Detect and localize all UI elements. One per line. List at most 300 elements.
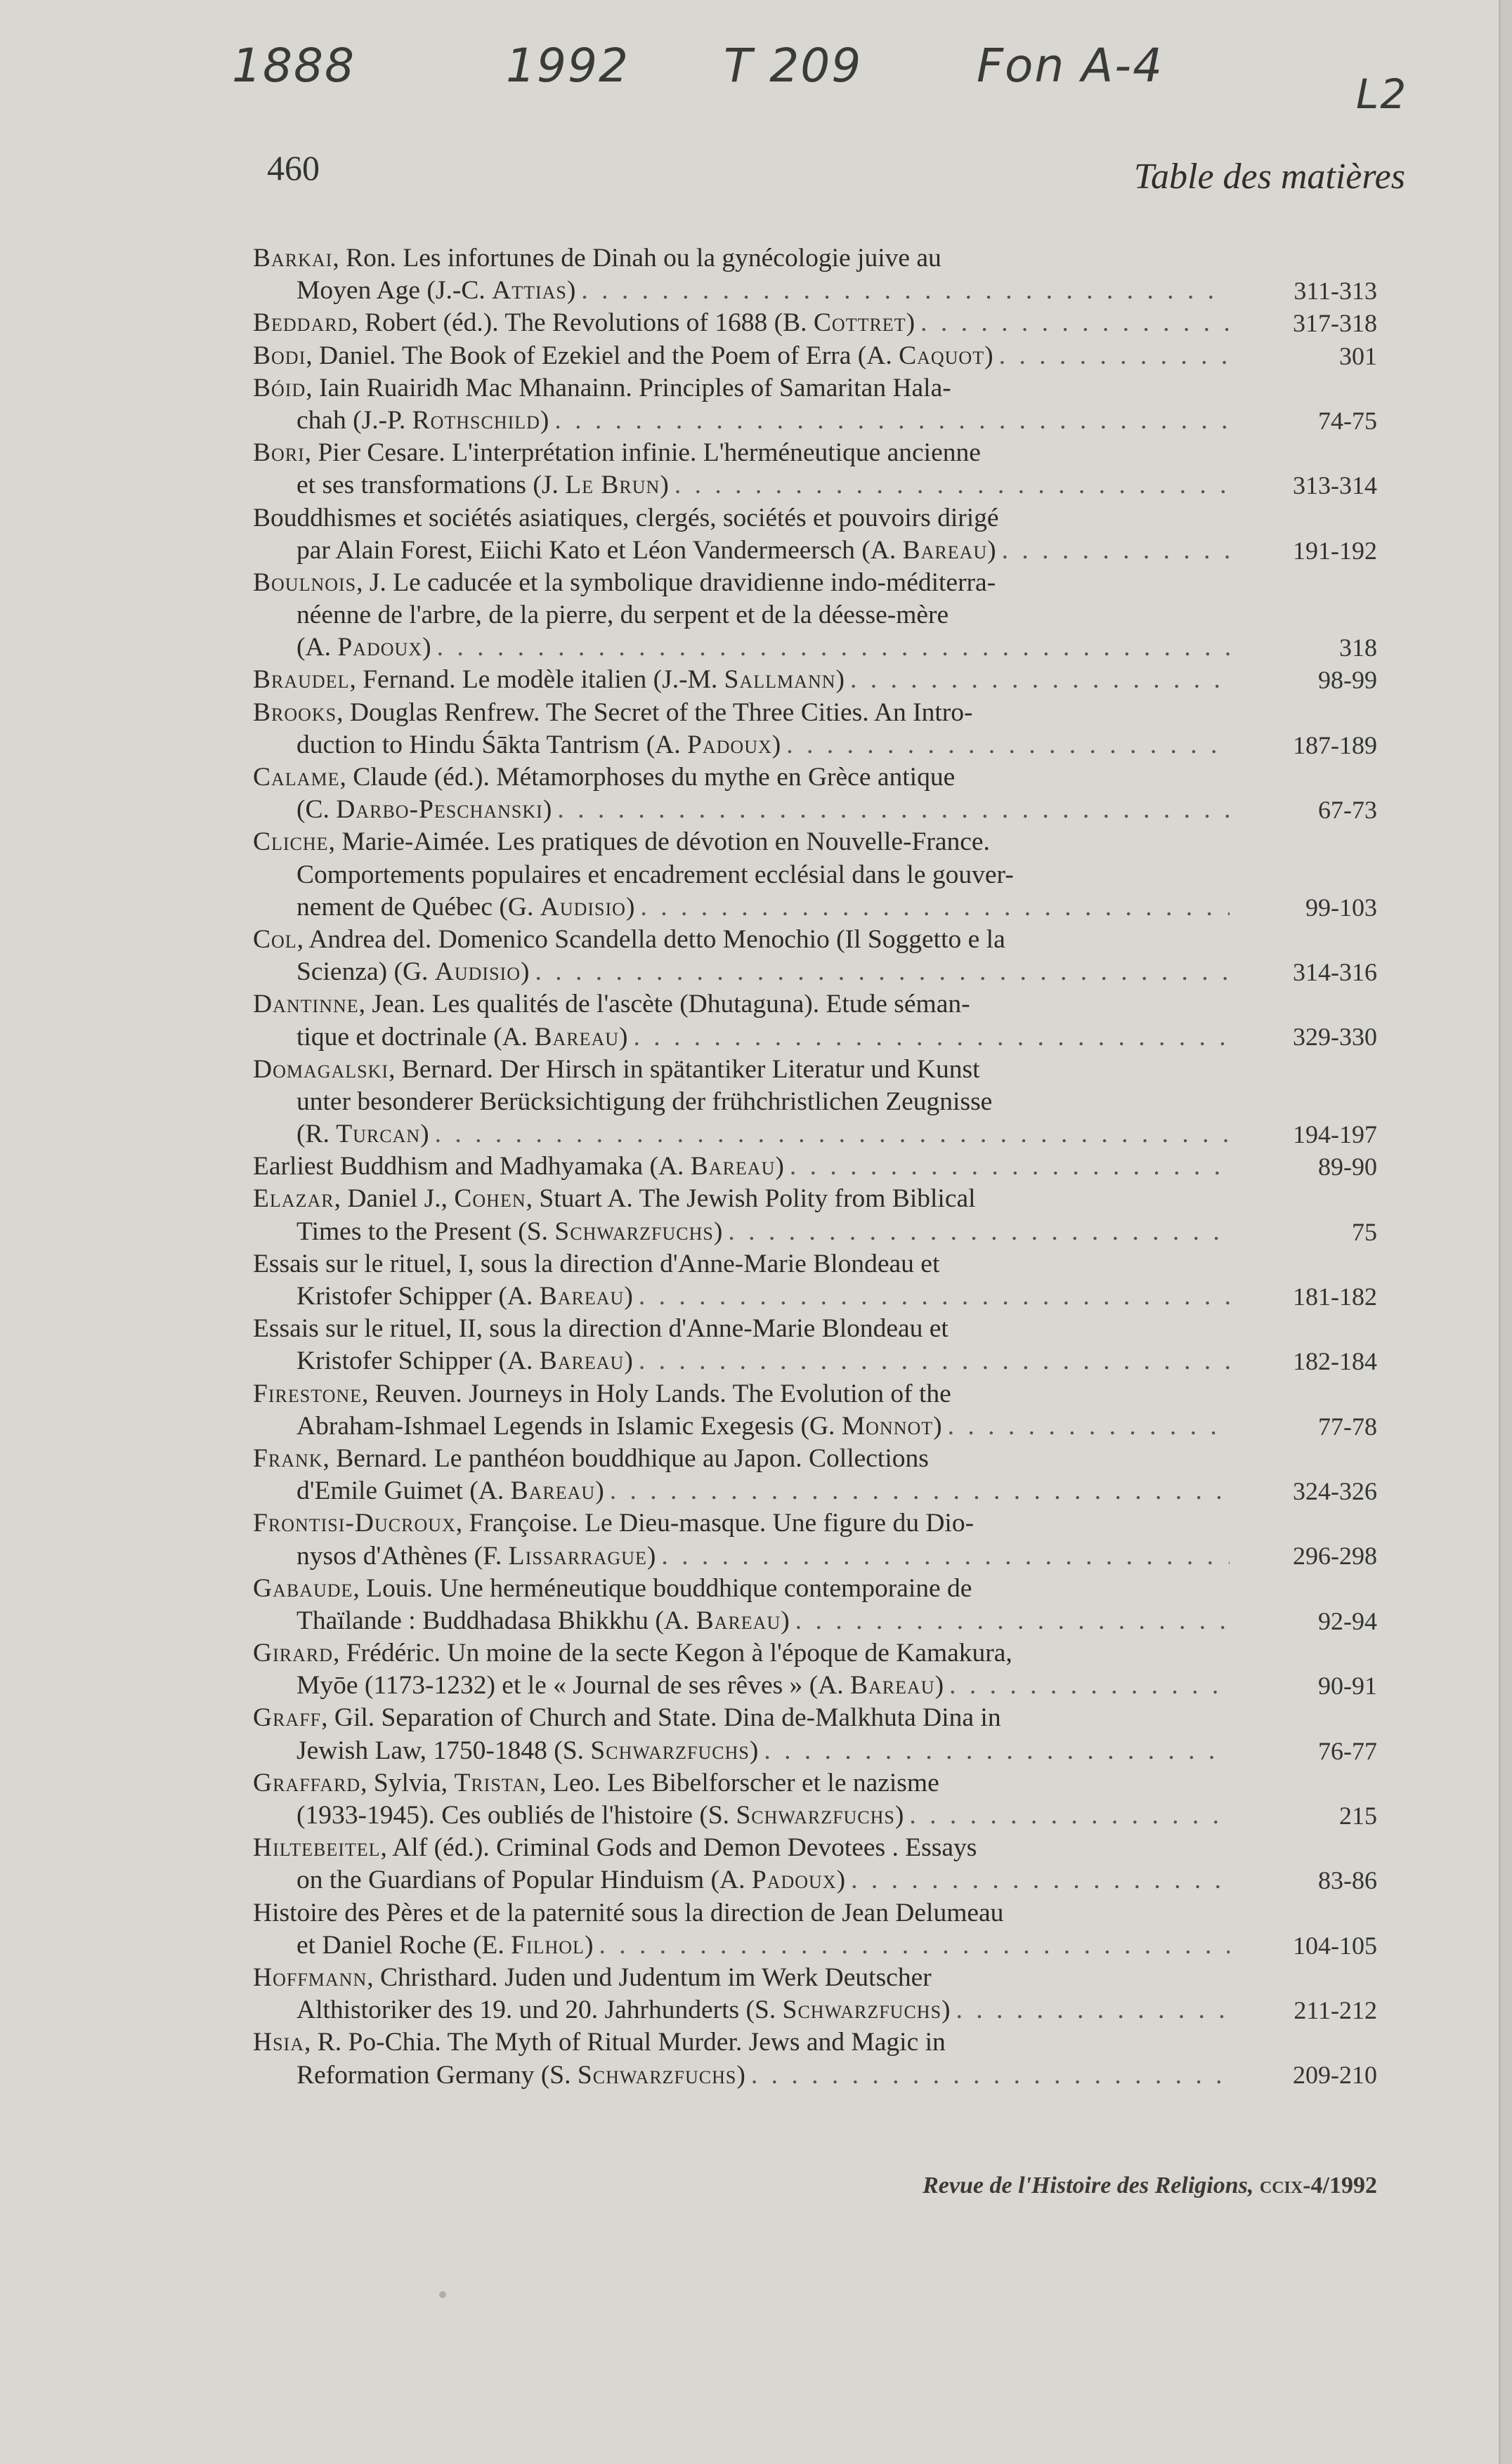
entry-segment: sous la direction de Jean Delumeau bbox=[624, 1898, 1004, 1927]
author-name: Tristan bbox=[454, 1768, 540, 1797]
entry-segment: nysos d'Athènes (F. bbox=[296, 1541, 509, 1571]
entry-line bbox=[253, 761, 1377, 794]
page-range: 99-103 bbox=[1305, 893, 1377, 922]
author-name: Bóid bbox=[253, 373, 306, 402]
entry-line bbox=[253, 1151, 1377, 1183]
handwritten-note: Fon A-4 bbox=[977, 39, 1164, 93]
entry-text bbox=[296, 1605, 790, 1637]
index-entry bbox=[253, 372, 1377, 437]
entry-text bbox=[296, 275, 575, 307]
entry-text bbox=[296, 1670, 944, 1702]
author-name: Caquot bbox=[899, 341, 985, 370]
entry-segment: (G. bbox=[387, 957, 435, 987]
entry-text bbox=[253, 307, 915, 339]
author-name: Graffard bbox=[253, 1768, 361, 1797]
entry-segment: , Reuven. bbox=[362, 1379, 469, 1408]
dot-leader bbox=[948, 1410, 1230, 1443]
entry-line bbox=[253, 1767, 1377, 1800]
entry-text bbox=[296, 956, 529, 988]
entry-text bbox=[253, 374, 951, 402]
entry-segment: (J. bbox=[526, 471, 566, 500]
page-range: 317-318 bbox=[1293, 309, 1377, 338]
entry-segment: , Claude (éd.). bbox=[339, 763, 497, 792]
entry-text bbox=[296, 729, 781, 761]
entry-line bbox=[253, 1443, 1377, 1475]
author-name: Sallmann bbox=[724, 665, 836, 695]
dot-leader bbox=[764, 1735, 1230, 1767]
entry-segment: (A. bbox=[296, 633, 338, 662]
entry-line bbox=[253, 1507, 1377, 1540]
entry-segment: (J.-P. bbox=[346, 405, 412, 435]
handwritten-note: 1992 bbox=[506, 39, 630, 93]
page-range: 215 bbox=[1339, 1801, 1377, 1830]
entry-text bbox=[253, 925, 1005, 954]
work-title: nement de Québec bbox=[296, 892, 493, 922]
entry-line bbox=[253, 631, 1377, 664]
author-name: Padoux bbox=[337, 633, 423, 662]
dot-leader bbox=[435, 1118, 1230, 1151]
entry-segment: ) bbox=[619, 1022, 628, 1051]
entry-line bbox=[253, 599, 1377, 631]
author-name: Hoffmann bbox=[253, 1962, 367, 1992]
index-entry bbox=[253, 1248, 1377, 1313]
work-title: Scienza) bbox=[296, 957, 388, 987]
work-title: néenne de l'arbre, de la pierre, du serpent et de la déesse-mère bbox=[296, 601, 949, 630]
entry-line bbox=[253, 275, 1377, 307]
entry-segment: , R. Po-Chia. bbox=[304, 2028, 448, 2057]
entry-line bbox=[253, 1994, 1377, 2026]
page-range: 329-330 bbox=[1293, 1023, 1377, 1051]
entry-line bbox=[253, 988, 1377, 1021]
work-title: Der Hirsch in spätantiker Literatur und Kunst bbox=[500, 1054, 980, 1084]
entry-text bbox=[253, 2028, 946, 2057]
entry-text bbox=[253, 1380, 951, 1408]
author-name: Bareau bbox=[696, 1606, 781, 1635]
handwritten-note: L2 bbox=[1356, 70, 1408, 118]
dot-leader bbox=[557, 794, 1230, 826]
index-entry bbox=[253, 826, 1377, 924]
handwritten-note: T 209 bbox=[724, 39, 863, 93]
work-title: Jewish Law, 1750-1848 bbox=[296, 1736, 547, 1765]
work-title: Essais sur le rituel bbox=[253, 1249, 445, 1278]
handwritten-note: 1888 bbox=[232, 39, 356, 93]
entry-segment: ) bbox=[422, 633, 431, 662]
index-entry bbox=[253, 1313, 1377, 1377]
entry-segment: ) bbox=[835, 665, 845, 695]
entry-text bbox=[253, 1769, 939, 1797]
dot-leader bbox=[661, 1540, 1230, 1573]
index-entry bbox=[253, 1637, 1377, 1702]
entry-segment: , Bernard. bbox=[389, 1054, 500, 1084]
entry-text bbox=[296, 1540, 656, 1573]
entry-line bbox=[253, 1118, 1377, 1151]
entry-text bbox=[296, 1475, 604, 1507]
work-title: Le modèle italien bbox=[462, 665, 647, 695]
work-title: on the Guardians of Popular Hinduism bbox=[296, 1866, 705, 1895]
author-name: Schwarzfuchs bbox=[590, 1736, 750, 1765]
entry-segment: ) bbox=[984, 341, 993, 370]
entry-line bbox=[253, 1670, 1377, 1702]
work-title: Une herméneutique bouddhique contemporaine de bbox=[439, 1573, 972, 1603]
entry-segment: ) bbox=[584, 1930, 594, 1960]
page-range: 181-182 bbox=[1293, 1282, 1377, 1311]
entry-segment: , I, sous la direction d'Anne-Marie Blondeau et bbox=[445, 1249, 940, 1278]
work-title: chah bbox=[296, 405, 346, 435]
dot-leader bbox=[599, 1929, 1230, 1962]
work-title: Moyen Age bbox=[296, 276, 421, 306]
entry-segment: (J.-M. bbox=[646, 665, 724, 695]
entry-text bbox=[296, 631, 431, 664]
dot-leader bbox=[610, 1475, 1230, 1507]
index-entry bbox=[253, 924, 1377, 988]
author-name: Barkai bbox=[253, 244, 333, 273]
entry-text bbox=[296, 794, 552, 826]
author-name: Bodi bbox=[253, 341, 306, 370]
work-title: The Secret of the Three Cities. An Intro- bbox=[546, 697, 973, 727]
page-range: 191-192 bbox=[1293, 536, 1377, 565]
author-name: Padoux bbox=[751, 1866, 837, 1895]
author-name: Hiltebeitel bbox=[253, 1833, 381, 1863]
author-name: Bareau bbox=[510, 1476, 596, 1506]
entry-segment: , Douglas Renfrew. bbox=[337, 697, 547, 727]
entry-segment: ) bbox=[542, 795, 552, 825]
page-range: 90-91 bbox=[1318, 1672, 1377, 1700]
dot-leader bbox=[851, 1864, 1230, 1896]
work-title: et ses transformations bbox=[296, 471, 527, 500]
index-entry bbox=[253, 988, 1377, 1053]
page-range: 89-90 bbox=[1318, 1153, 1377, 1181]
dot-leader bbox=[634, 1021, 1230, 1054]
entry-segment: , Ron. bbox=[332, 244, 403, 273]
entry-line bbox=[253, 1735, 1377, 1767]
entry-line bbox=[253, 729, 1377, 761]
page-range: 74-75 bbox=[1318, 406, 1377, 435]
entry-line bbox=[253, 567, 1377, 599]
entry-line bbox=[253, 1605, 1377, 1637]
dot-leader bbox=[437, 631, 1230, 664]
page-range: 313-314 bbox=[1293, 471, 1377, 500]
index-entry bbox=[253, 1832, 1377, 1896]
entry-text bbox=[296, 2059, 745, 2092]
author-name: Cohen bbox=[454, 1184, 526, 1214]
dot-leader bbox=[639, 1345, 1230, 1377]
work-title: Myōe (1173-1232) et le « Journal de ses rêves » bbox=[296, 1671, 803, 1700]
index-entry bbox=[253, 664, 1377, 696]
entry-line bbox=[253, 1183, 1377, 1215]
entry-segment: Kristofer Schipper (A. bbox=[296, 1346, 540, 1376]
entry-line bbox=[253, 794, 1377, 826]
entry-line bbox=[253, 1929, 1377, 1962]
entry-segment: , II, sous la direction d'Anne-Marie Blondeau et bbox=[445, 1314, 949, 1344]
work-title: Le caducée et la symbolique dravidienne indo-méditerra- bbox=[393, 568, 996, 597]
page-range: 75 bbox=[1352, 1217, 1377, 1246]
entry-text bbox=[253, 1509, 974, 1538]
entry-segment: (S. bbox=[511, 1217, 555, 1246]
entry-line bbox=[253, 1410, 1377, 1443]
entry-line bbox=[253, 891, 1377, 924]
entry-text bbox=[253, 1639, 1012, 1667]
entry-segment: (A. bbox=[639, 730, 688, 759]
work-title: The Revolutions of 1688 bbox=[504, 308, 768, 338]
entry-segment: , Stuart A. bbox=[526, 1184, 639, 1214]
work-title: Reformation Germany bbox=[296, 2060, 535, 2090]
page-range: 211-212 bbox=[1293, 1996, 1377, 2025]
author-name: Turcan bbox=[336, 1120, 421, 1149]
index-entry bbox=[253, 1897, 1377, 1962]
scan-edge bbox=[1499, 0, 1512, 2464]
author-name: Elazar bbox=[253, 1184, 334, 1214]
entry-segment: , Iain Ruairidh Mac Mhanainn. bbox=[306, 373, 639, 402]
entry-line bbox=[253, 956, 1377, 988]
author-name: Bareau bbox=[902, 535, 988, 565]
dot-leader bbox=[920, 307, 1230, 339]
author-name: Braudel bbox=[253, 665, 350, 695]
entry-line bbox=[253, 859, 1377, 891]
entry-line bbox=[253, 1573, 1377, 1605]
entry-segment: (S. bbox=[739, 1996, 783, 2025]
entry-line bbox=[253, 1216, 1377, 1248]
entry-segment: (J.-C. bbox=[420, 276, 493, 306]
dot-leader bbox=[786, 729, 1230, 761]
entry-text bbox=[253, 1151, 784, 1183]
work-title: Métamorphoses du mythe en Grèce antique bbox=[496, 763, 956, 792]
entry-segment: , Daniel J., bbox=[334, 1184, 455, 1214]
entry-segment: (A. bbox=[704, 1866, 752, 1895]
entry-segment: (A. bbox=[851, 341, 899, 370]
author-name: Firestone bbox=[253, 1379, 363, 1408]
index-entry bbox=[253, 1507, 1377, 1572]
author-name: Dantinne bbox=[253, 990, 359, 1019]
dot-leader bbox=[949, 1670, 1230, 1702]
index-entry bbox=[253, 502, 1377, 567]
page-range: 98-99 bbox=[1318, 666, 1377, 695]
entry-text bbox=[296, 1345, 633, 1377]
index-entries bbox=[253, 242, 1377, 2092]
entry-text bbox=[296, 1929, 593, 1962]
page-range: 104-105 bbox=[1293, 1931, 1377, 1960]
entry-segment: , Robert (éd.). bbox=[351, 308, 505, 338]
entry-segment: ) bbox=[420, 1120, 429, 1149]
author-name: Boulnois bbox=[253, 568, 357, 597]
entry-segment: , Marie-Aimée. bbox=[328, 827, 497, 857]
journal-title: Revue de l'Histoire des Religions, bbox=[923, 2173, 1254, 2198]
page-range: 209-210 bbox=[1293, 2061, 1377, 2090]
entry-line bbox=[253, 1086, 1377, 1118]
index-entry bbox=[253, 1054, 1377, 1151]
author-name: Lissarrague bbox=[508, 1541, 647, 1571]
entry-line bbox=[253, 1800, 1377, 1832]
author-name: Darbo-Peschanski bbox=[336, 795, 543, 825]
work-title: Domenico Scandella detto Menochio (Il Soggetto e la bbox=[438, 924, 1005, 954]
entry-segment: , Pier Cesare. bbox=[304, 438, 452, 468]
author-name: Graff bbox=[253, 1703, 322, 1733]
page-range: 187-189 bbox=[1293, 730, 1377, 759]
entry-text bbox=[253, 1703, 1001, 1732]
page-range: 324-326 bbox=[1293, 1477, 1377, 1506]
author-name: Frank bbox=[253, 1443, 323, 1473]
entry-segment: ) bbox=[624, 1346, 633, 1376]
work-title: Comportements populaires et encadrement ecclésial dans le gouver- bbox=[296, 860, 1014, 889]
work-title: Les pratiques de dévotion en Nouvelle-France. bbox=[497, 827, 990, 857]
entry-segment: , Gil. bbox=[321, 1703, 382, 1733]
dot-leader bbox=[850, 664, 1230, 696]
entry-line bbox=[253, 1313, 1377, 1345]
index-entry bbox=[253, 340, 1377, 372]
entry-line bbox=[253, 502, 1377, 535]
author-name: Audisio bbox=[434, 957, 521, 987]
entry-segment: dirigé bbox=[930, 503, 999, 532]
author-name: Gabaude bbox=[253, 1573, 353, 1603]
page-range: 318 bbox=[1339, 634, 1377, 662]
entry-segment: (R. bbox=[296, 1120, 337, 1149]
work-title: Journeys in Holy Lands. The Evolution of the bbox=[469, 1379, 951, 1408]
page-range: 301 bbox=[1339, 341, 1377, 370]
author-name: Le Brun bbox=[565, 471, 660, 500]
author-name: Attias bbox=[492, 276, 567, 306]
work-title: Abraham-Ishmael Legends in Islamic Exegesis bbox=[296, 1411, 795, 1441]
entry-segment: ) bbox=[660, 471, 669, 500]
entry-segment: ) bbox=[625, 892, 635, 922]
entry-line bbox=[253, 664, 1377, 696]
entry-line bbox=[253, 1475, 1377, 1507]
author-name: Girard bbox=[253, 1639, 333, 1668]
author-name: Rothschild bbox=[412, 405, 540, 435]
entry-segment: , Louis. bbox=[353, 1573, 440, 1603]
entry-text bbox=[253, 1055, 980, 1084]
entry-line bbox=[253, 469, 1377, 502]
entry-segment: , Andrea del. bbox=[296, 924, 438, 954]
running-title: Table des matières bbox=[1133, 157, 1405, 197]
work-title: unter besonderer Berücksichtigung der frühchristlichen Zeugnisse bbox=[296, 1087, 993, 1116]
dot-leader bbox=[581, 275, 1230, 307]
index-entry bbox=[253, 242, 1377, 307]
entry-segment: , Françoise. Le Dieu-masque. Une figure du Dio- bbox=[455, 1509, 975, 1538]
author-name: Hsia bbox=[253, 2028, 304, 2057]
work-title: Earliest Buddhism and Madhyamaka bbox=[253, 1152, 644, 1181]
index-entry bbox=[253, 1183, 1377, 1247]
dot-leader bbox=[956, 1994, 1230, 2026]
entry-line bbox=[253, 437, 1377, 469]
entry-text bbox=[253, 340, 993, 372]
entry-text bbox=[253, 1184, 976, 1213]
work-title: Les Bibelforscher et le nazisme bbox=[606, 1768, 939, 1797]
entry-segment: (A. bbox=[802, 1671, 851, 1700]
index-entry bbox=[253, 1443, 1377, 1507]
entry-segment: (G. bbox=[794, 1411, 842, 1441]
dot-leader bbox=[728, 1216, 1230, 1248]
work-title: The Myth of Ritual Murder. Jews and Magic in bbox=[447, 2028, 946, 2057]
index-entry bbox=[253, 761, 1377, 826]
author-name: Audisio bbox=[540, 892, 626, 922]
entry-segment: ) bbox=[781, 1606, 790, 1635]
entry-segment: (S. bbox=[534, 2060, 578, 2090]
entry-segment: (S. bbox=[547, 1736, 591, 1765]
index-entry bbox=[253, 1378, 1377, 1443]
dot-leader bbox=[790, 1151, 1230, 1183]
dot-leader bbox=[640, 891, 1230, 924]
author-name: Col bbox=[253, 924, 297, 954]
entry-text bbox=[253, 504, 999, 532]
work-title: Althistoriker des 19. und 20. Jahrhunderts bbox=[296, 1996, 740, 2025]
entry-segment: ) bbox=[906, 308, 915, 338]
work-title: (1933-1945). Ces oubliés de l'histoire bbox=[296, 1801, 693, 1830]
dot-leader bbox=[554, 405, 1230, 437]
author-name: Cottret bbox=[813, 308, 906, 338]
dot-leader bbox=[535, 956, 1230, 988]
work-title: Principles of Samaritan Hala- bbox=[639, 373, 951, 402]
work-title: Separation of Church and State. Dina de-Malkhuta Dina in bbox=[381, 1703, 1001, 1733]
index-entry bbox=[253, 1702, 1377, 1767]
entry-text bbox=[296, 1994, 951, 2026]
page-range: 92-94 bbox=[1318, 1606, 1377, 1635]
entry-text bbox=[253, 568, 996, 597]
page-range: 296-298 bbox=[1293, 1542, 1377, 1571]
entry-segment: Kristofer Schipper (A. bbox=[296, 1282, 540, 1311]
entry-line bbox=[253, 697, 1377, 729]
entry-segment: (B. bbox=[767, 308, 814, 338]
entry-text bbox=[253, 763, 955, 792]
entry-segment: (A. bbox=[648, 1606, 696, 1635]
entry-line bbox=[253, 1637, 1377, 1670]
page-range: 194-197 bbox=[1293, 1120, 1377, 1149]
entry-line bbox=[253, 1540, 1377, 1573]
entry-segment: ) bbox=[566, 276, 576, 306]
entry-text bbox=[296, 1800, 904, 1832]
work-title: The Jewish Polity from Biblical bbox=[639, 1184, 976, 1214]
entry-segment: par Alain Forest, Eiichi Kato et Léon Vandermeersch (A. bbox=[296, 535, 903, 565]
work-title: The Book of Ezekiel and the Poem of Erra bbox=[402, 341, 852, 370]
entry-line bbox=[253, 372, 1377, 405]
smudge bbox=[439, 2291, 446, 2298]
author-name: Bareau bbox=[690, 1152, 776, 1181]
entry-text bbox=[296, 891, 634, 924]
entry-segment: ) bbox=[771, 730, 781, 759]
entry-segment: (A. bbox=[462, 1476, 511, 1506]
index-entry bbox=[253, 1573, 1377, 1637]
entry-segment: , Fernand. bbox=[349, 665, 462, 695]
entry-line bbox=[253, 1345, 1377, 1377]
author-name: Bareau bbox=[539, 1282, 625, 1311]
work-title: L'interprétation infinie. L'herméneutique ancienne bbox=[452, 438, 981, 468]
entry-segment: ) bbox=[713, 1217, 723, 1246]
entry-line bbox=[253, 1280, 1377, 1313]
entry-segment: , J. bbox=[356, 568, 393, 597]
author-name: Schwarzfuchs bbox=[782, 1996, 942, 2025]
entry-text bbox=[253, 1833, 977, 1862]
entry-text bbox=[253, 664, 845, 696]
entry-text bbox=[253, 1444, 929, 1473]
entry-segment: ) bbox=[646, 1541, 656, 1571]
dot-leader bbox=[751, 2059, 1230, 2092]
author-name: Filhol bbox=[511, 1930, 585, 1960]
entry-segment: et Daniel Roche (E. bbox=[296, 1930, 511, 1960]
entry-line bbox=[253, 1702, 1377, 1734]
entry-line bbox=[253, 2059, 1377, 2092]
entry-segment: ) bbox=[941, 1996, 951, 2025]
entry-line bbox=[253, 535, 1377, 567]
dot-leader bbox=[1002, 535, 1230, 567]
entry-line bbox=[253, 1897, 1377, 1929]
work-title: Thaïlande : Buddhadasa Bhikkhu bbox=[296, 1606, 649, 1635]
entry-line bbox=[253, 1054, 1377, 1086]
work-title: Juden und Judentum im Werk Deutscher bbox=[504, 1962, 932, 1992]
work-title: Bouddhismes et sociétés asiatiques, clergés, sociétés et pouvoirs bbox=[253, 503, 931, 532]
index-entry bbox=[253, 697, 1377, 761]
entry-text bbox=[253, 244, 941, 273]
author-name: Schwarzfuchs bbox=[554, 1217, 714, 1246]
entry-segment: , Bernard. bbox=[322, 1443, 434, 1473]
entry-text bbox=[253, 990, 970, 1018]
